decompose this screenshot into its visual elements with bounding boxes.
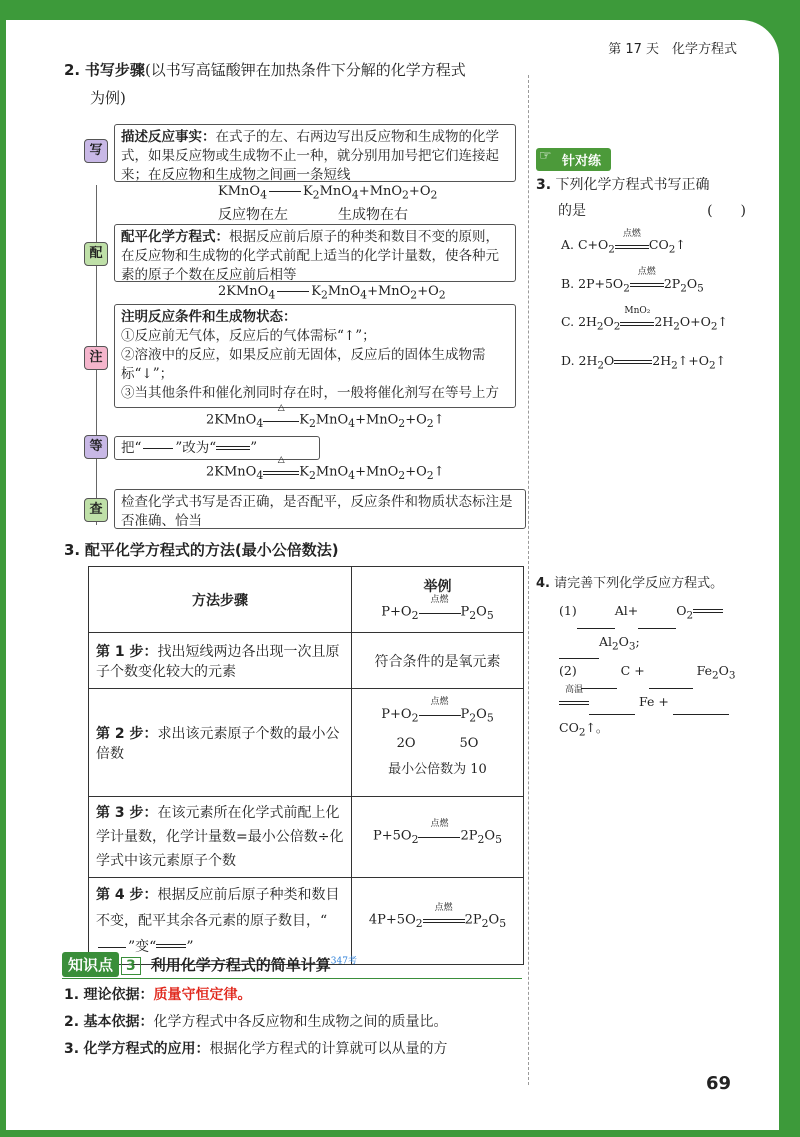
step-badge-check: 查 [84,498,108,522]
equal-text-b: ”改为“ [175,440,217,456]
item-label: 理论依据： [83,987,154,1003]
o-right: 5O [459,736,479,752]
step-badge-note: 注 [84,346,108,370]
step-box-check [114,489,526,529]
option-d[interactable]: D. $2H_2O$ $2H_2↑+O_2↑$ [561,352,727,371]
part-label: (1) [559,603,577,618]
step-box-balance [114,224,516,282]
equation-kmno4-dash: KMnO$_4$ $K_2MnO_4+MnO_2+O_2$ [218,184,438,202]
basis-list [64,982,524,1063]
table-cell [89,797,352,878]
table-cell: 符合条件的是氧元素 [352,633,524,689]
row-text: 找出短线两边各出现一次且原子个数变化较大的元素 [96,643,340,680]
answer-paren: ( ) [707,203,746,219]
knowledge-tag: 知识点 [62,952,119,977]
knowledge-title: 利用化学方程式的简单计算 [150,956,331,974]
cond-text: MnO₂ [624,305,651,316]
q-num: 4. [536,576,550,591]
section-title: 书写步骤 [84,61,145,79]
page [6,20,779,1130]
heat-condition: △ [277,403,285,413]
table-row [89,633,524,689]
q-num: 3. [536,177,552,193]
table-cell [89,633,352,689]
equation-heat-equal: 2KMnO$_4$ △ $K_2MnO_4+MnO_2+O_2↑$ [206,455,445,483]
table-header-row [89,567,524,633]
heat-condition: △ [277,455,285,465]
row-text: ” [186,939,194,955]
table-row [89,797,524,878]
step-badge-write: 写 [84,139,108,163]
equal-text-c: ” [250,440,258,456]
cond-text: 点燃 [430,697,449,708]
table-header: 举例 $P+O_2$ 点燃 $P_2O_5$ [352,567,524,633]
cond-text: 点燃 [430,595,449,606]
equal-text-a: 把“ [121,440,142,456]
table-row [89,689,524,797]
row-text: ”变“ [128,939,157,955]
note-line-1: ①反应前无气体，反应后的气体需标“↑”； [121,328,376,344]
practice-tag-text: 针对练 [562,154,602,169]
knowledge-sup: 347考 [330,956,357,967]
option-letter: D. [561,352,575,368]
step-bold: 配平化学方程式： [121,229,229,245]
table-cell [89,689,352,797]
question-4-part-1: (1) $Al+ O_2$ $Al_2O_3$; [559,598,769,659]
option-letter: C. [561,314,575,329]
row-text: 根据反应前后原子种类和数目不变，配平其余各元素的原子数目，“ [96,887,340,929]
section-num: 2. [64,61,81,79]
knowledge-rule [62,978,522,979]
page-header: 第 17 天 化学方程式 [608,42,737,57]
cond-text: 点燃 [637,267,656,277]
step-badge-balance: 配 [84,242,108,266]
item-label: 化学方程式的应用： [83,1041,210,1057]
cond-text: 点燃 [430,818,449,829]
q-text: 请完善下列化学反应方程式。 [554,576,724,591]
section-num: 3. [64,541,81,559]
product-right-label: 生成物在右 [338,207,408,223]
part-label: (2) [559,663,577,678]
item-num: 1. [64,987,80,1003]
note-line-2: ②溶液中的反应，如果反应前无固体，反应后的固体生成物需标“↓”； [121,347,486,382]
item-num: 2. [64,1014,80,1030]
list-item [64,982,524,1009]
lcm-text: 最小公倍数为 10 [388,762,487,778]
section-title-line2: 为例) [90,89,126,107]
section-title-rest: (以书写高锰酸钾在加热条件下分解的化学方程式 [144,61,466,79]
question-4-part-2: (2) $C + Fe_2O_3$ 高温 Fe + $CO_2↑$。 [559,663,736,738]
question-3 [536,172,746,224]
o-left: 2O [396,736,416,752]
page-number: 69 [705,1073,731,1094]
note-line-3: ③当其他条件和催化剂同时存在时，一般将催化剂写在等号上方 [121,385,499,401]
step-text: 检查化学式书写是否正确，是否配平，反应条件和物质状态标注是否准确、恰当 [121,494,513,529]
table-cell: $4P+5O_2$ 点燃 $2P_2O_5$ [352,878,524,965]
list-item [64,1036,524,1063]
item-text: 化学方程式中各反应物和生成物之间的质量比。 [153,1014,448,1030]
reactant-left-label: 反应物在左 [218,207,288,223]
option-letter: A. [561,237,575,252]
table-header-text: 举例 [423,579,452,596]
row-step: 第 3 步： [96,805,158,821]
row-step: 第 1 步： [96,643,158,660]
step-box-write [114,124,516,182]
knowledge-point-header [62,952,522,978]
item-num: 3. [64,1041,80,1057]
option-letter: B. [561,275,575,291]
method-table [88,566,524,965]
equation-heat-dash: 2KMnO$_4$ △ $K_2MnO_4+MnO_2+O_2↑$ [206,403,445,431]
row-text: 在该元素所在化学式前配上化学计量数，化学计量数=最小公倍数÷化学式中该元素原子个数 [96,805,344,869]
blank[interactable] [673,714,729,715]
section-3-title [64,536,339,564]
blank[interactable] [638,628,676,629]
row-text: 求出该元素原子个数的最小公倍数 [96,725,340,762]
q-text: 的是 [558,203,586,219]
question-4 [536,571,766,597]
list-item [64,1009,524,1036]
row-step: 第 4 步： [96,887,158,903]
table-cell: $P+O_2$ 点燃 $P_2O_5$ 2O 5O 最小公倍数为 10 [352,689,524,797]
step-badge-equal: 等 [84,435,108,459]
step-bold: 注明反应条件和生成物状态： [121,309,297,325]
option-c[interactable]: C. $2H_2O_2$ MnO₂ $2H_2O+O_2↑$ [561,305,728,333]
pointing-hand-icon: ☞ [539,148,552,164]
cond-text: 点燃 [434,902,453,913]
row-step: 第 2 步： [96,725,158,742]
practice-tag [536,148,611,171]
knowledge-num: 3 [121,957,141,975]
equation-balanced-dash: 2KMnO$_4$ $K_2MnO_4+MnO_2+O_2$ [218,284,446,302]
step-text: 在式子的左、右两边写出反应物和生成物的化学式，如果反应物或生成物不止一种，就分别用加号把它们连接起来；在反应物和生成物之间画一条短线 [121,129,499,183]
cond-text: 点燃 [622,228,641,239]
section-2-title [64,56,524,112]
option-a[interactable]: A. $C+O_2$ 点燃 $CO_2↑$ [561,228,686,256]
column-divider [528,75,529,1085]
step-bold: 描述反应事实： [121,129,216,145]
table-cell: $P+5O_2$ 点燃 $2P_2O_5$ [352,797,524,878]
section-title: 配平化学方程式的方法(最小公倍数法) [84,541,339,559]
step-text: 根据反应前后原子的种类和数目不变的原则，在反应物和生成物的化学式前配上适当的化学计量数，使各种元素的原子个数在反应前后相等 [121,229,499,283]
item-text: 质量守恒定律。 [153,987,252,1003]
q-text: 下列化学方程式书写正确 [555,177,710,193]
cond-text: 高温 [564,685,583,695]
option-b[interactable]: B. $2P+5O_2$ 点燃 $2P_2O_5$ [561,267,704,294]
step-box-note [114,304,516,408]
item-label: 基本依据： [83,1014,154,1030]
question-3-options [561,228,771,382]
table-header: 方法步骤 [89,567,352,633]
item-text: 根据化学方程式的计算就可以从量的方 [209,1041,448,1057]
